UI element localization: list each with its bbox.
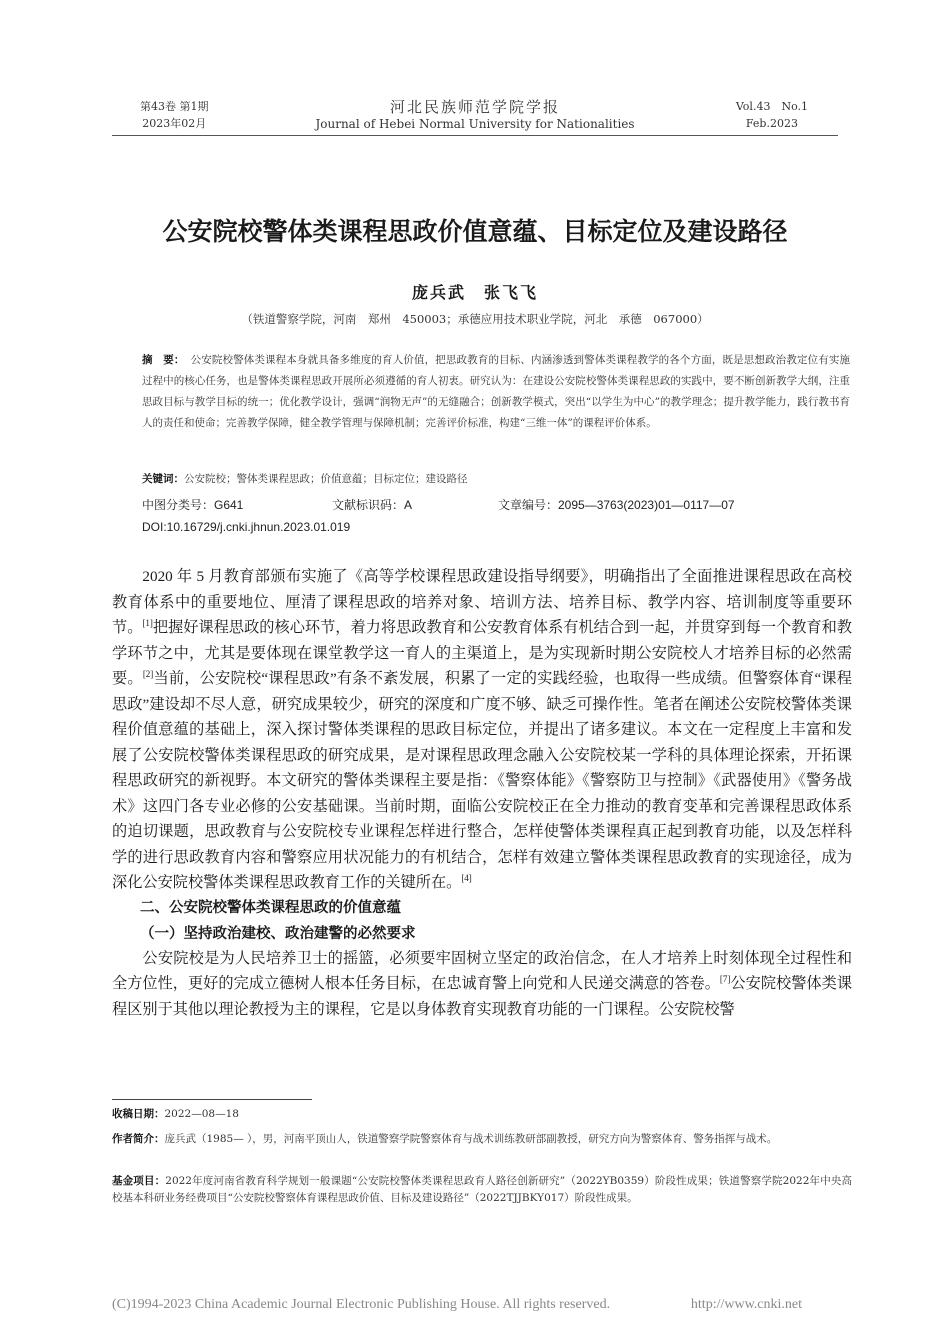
article-number: 文章编号：2095—3763(2023)01—0117—07 (498, 498, 735, 512)
author-bio: 庞兵武（1985— ），男，河南平顶山人，铁道警察学院警察体育与战术训练教研部副教授，研究方向为警察体育、警务指挥与战术。 (164, 1133, 778, 1145)
journal-name-cn: 河北民族师范学院学报 (389, 98, 560, 116)
text-run: 2020 年 5 月教育部颁布实施了《高等学校课程思政建设指导纲要》，明确指出了全面推进课程思政在高校教育体系中的重要地位、厘清了课程思政的培养对象、培训方法、培养目标、教学内容、培训制度等重要环节。 (112, 568, 852, 636)
text-run: 当前，公安院校“课程思政”有条不紊发展，积累了一定的实践经验，也取得一些成绩。但警察体育“课程思政”建设却不尽人意，研究成果较少，研究的深度和广度不够、缺乏可操作性。笔者在阐述公安院校警体类课程价值意蕴的基础上，深入探讨警体类课程的思政目标定位，并提出了诸多建议。本文在一定程度上丰富和发展了公安院校警体类课程思政的研究成果，是对课程思政理念融入公安院校某一学科的具体理论探索，开拓课程思政研究的新视野。本文研究的警体类课程主要是指：《警察体能》《警察防卫与控制》《武器使用》《警务战术》这四门各专业必修的公安基础课。当前时期，面临公安院校正在全力推动的教育变革和完善课程思政体系的迫切课题，思政教育与公安院校专业课程怎样进行整合，怎样使警体类课程真正起到教育功能，以及怎样科学的进行思政教育内容和警察应用状况能力的有机结合，怎样有效建立警体类课程思政教育的实现途径，成为深化公安院校警体类课程思政教育工作的关键所在。 (112, 670, 852, 891)
section-heading: 二、公安院校警体类课程思政的价值意蕴 (140, 899, 401, 916)
text-run: 公安院校警体类课程区别于其他以理论教授为主的课程，它是以身体教育实现教育功能的一门课程。公安院校警 (112, 975, 853, 1018)
text-run: 把握好课程思政的核心环节，着力将思政教育和公安教育体系有机结合到一起，并贯穿到每一个教育和教学环节之中，尤其是要体现在课堂教学这一育人的主渠道上，是为实现新时期公安院校人才培养目标的必然需要。 (112, 619, 853, 687)
header-volume-en: Vol.43 No.1 (735, 100, 808, 113)
text-run: 公安院校是为人民培养卫士的摇篮，必须要牢固树立坚定的政治信念，在人才培养上时刻体现全过程性和全方位性，更好的完成立德树人根本任务目标，在忠诚育警上向党和人民递交满意的答卷。 (112, 949, 852, 992)
document-code: 文献标识码：A (332, 498, 413, 512)
abstract (142, 350, 850, 434)
footnote-fund (112, 1173, 852, 1207)
clc-number: 中图分类号：G641 (142, 498, 244, 512)
citation: [7] (719, 973, 731, 984)
fund-text: 2022年度河南省教育科学规划一般课题“公安院校警体类课程思政育人路径创新研究”（2022YB0359）阶段性成果；铁道警察学院2022年中央高校基本科研业务经费项目“公安院校警察体育课程思政价值、目标及建设路径”（2022TJJBKY017）阶段性成果。 (112, 1175, 852, 1204)
author-label: 作者简介： (112, 1133, 165, 1145)
header-volume-cn: 第43卷 第1期 (140, 100, 209, 113)
keywords-label: 关键词： (142, 473, 184, 485)
paragraph (112, 564, 852, 896)
cnki-link[interactable]: http://www.cnki.net (690, 1297, 802, 1312)
fund-label: 基金项目： (112, 1175, 166, 1187)
header-date-cn: 2023年02月 (142, 117, 207, 130)
citation: [2] (142, 668, 154, 679)
journal-name-en: Journal of Hebei Normal University for Nationalities (315, 117, 635, 131)
paper-title: 公安院校警体类课程思政价值意蕴、目标定位及建设路径 (162, 217, 788, 246)
footnote-received (112, 1106, 852, 1123)
classification-row (142, 496, 850, 514)
keywords (142, 471, 850, 486)
body-text (112, 564, 852, 1022)
keywords-text: 公安院校；警体类课程思政；价值意蕴；目标定位；建设路径 (184, 473, 468, 485)
received-date: 2022—08—18 (164, 1108, 239, 1120)
header-date-en: Feb.2023 (745, 117, 798, 130)
citation: [4] (461, 872, 472, 883)
header-issue-en (736, 98, 808, 132)
paper-authors: 庞兵武 张飞飞 (411, 283, 538, 302)
doi: DOI:10.16729/j.cnki.jhnun.2023.01.019 (142, 520, 351, 534)
received-label: 收稿日期： (112, 1108, 165, 1120)
footnote-divider (112, 1099, 312, 1100)
citation: [1] (142, 617, 153, 628)
subsection-heading: （一）坚持政治建校、政治建警的必然要求 (140, 924, 416, 942)
footnote-author (112, 1131, 852, 1148)
header-journal (112, 98, 838, 133)
paragraph (112, 946, 852, 1023)
author-affiliation: （铁道警察学院，河南 郑州 450003；承德应用技术职业学院，河北 承德 067000） (241, 312, 709, 326)
abstract-text: 公安院校警体类课程本身就具备多维度的育人价值，把思政教育的目标、内涵渗透到警体类课程教学的各个方面，既是思想政治教定位有实施过程中的核心任务，也是警体类课程思政开展所必须遵循的育人初衷。研究认为：在建设公安院校警体类课程思政的实践中，要不断创新教学大纲，注重思政目标与教学目标的统一；优化教学设计，强调“润物无声”的无缝融合；创新教学模式，突出“以学生为中心”的教学理念；提升教学能力，践行教书育人的责任和使命；完善教学保障，健全教学管理与保障机制；完善评价标准，构建“三维一体”的课程评价体系。 (142, 354, 851, 429)
abstract-label: 摘 要： (142, 354, 185, 366)
header-divider (112, 135, 838, 136)
running-header (112, 98, 838, 134)
copyright-text: (C)1994-2023 China Academic Journal Electronic Publishing House. All rights reserved. (112, 1297, 611, 1312)
